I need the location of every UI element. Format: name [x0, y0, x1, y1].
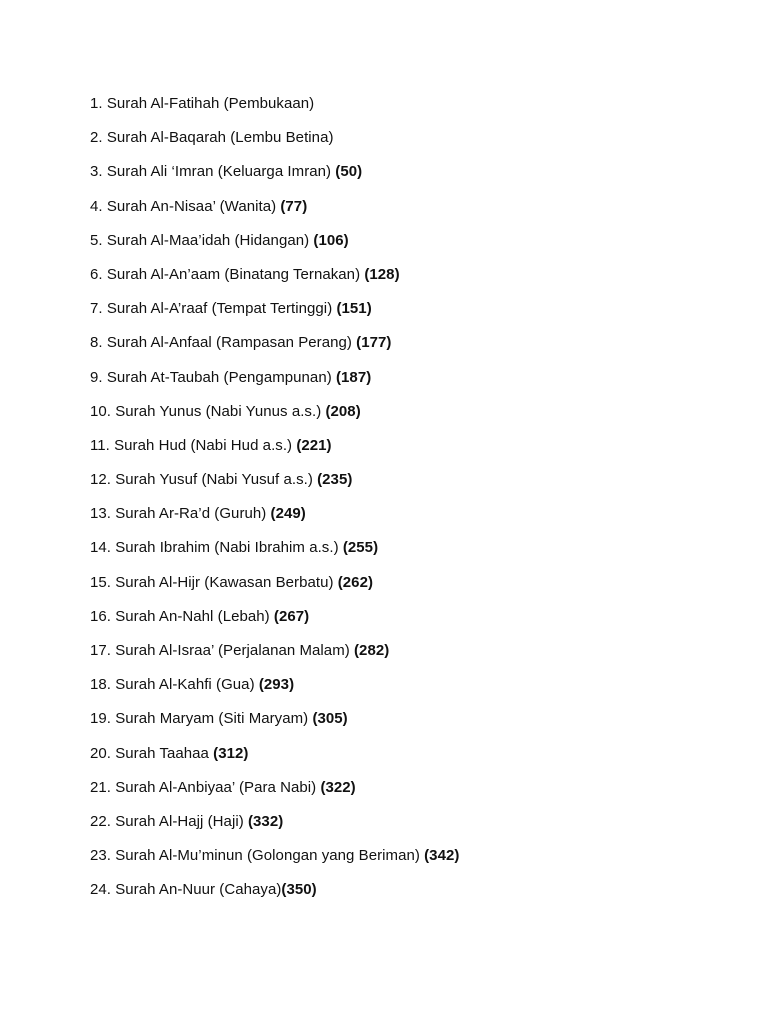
surah-page-number: (106) — [313, 231, 349, 249]
surah-name: 20. Surah Taahaa — [90, 744, 214, 762]
surah-page-number: (187) — [335, 368, 372, 386]
list-item — [90, 572, 730, 606]
surah-page-number: (50) — [335, 163, 363, 181]
surah-name: 21. Surah Al-Anbiyaa’ (Para Nabi) — [90, 778, 321, 796]
surah-name: 10. Surah Yunus (Nabi Yunus a.s.) — [90, 402, 326, 420]
surah-name: 12. Surah Yusuf (Nabi Yusuf a.s.) — [90, 471, 318, 489]
list-item — [90, 230, 730, 264]
surah-list — [90, 93, 730, 914]
list-item — [90, 811, 730, 845]
surah-name: 4. Surah An-Nisaa’ (Wanita) — [90, 197, 281, 215]
list-item — [90, 127, 730, 161]
list-item — [90, 298, 730, 332]
surah-page-number: (235) — [317, 471, 353, 489]
list-item — [90, 161, 730, 195]
surah-page-number: (208) — [325, 402, 361, 420]
surah-page-number: (177) — [356, 334, 392, 352]
surah-page-number: (77) — [280, 197, 308, 215]
list-item — [90, 606, 730, 640]
surah-name: 17. Surah Al-Israa’ (Perjalanan Malam) — [90, 642, 355, 659]
surah-page-number: (128) — [364, 265, 400, 283]
list-item — [90, 401, 730, 435]
list-item — [90, 264, 730, 298]
surah-name: 7. Surah Al-A’raaf (Tempat Tertinggi) — [90, 300, 337, 318]
surah-page-number: (267) — [273, 607, 310, 625]
surah-name: 22. Surah Al-Hajj (Haji) — [90, 812, 248, 830]
surah-page-number: (350) — [281, 881, 317, 899]
list-item — [90, 674, 730, 708]
surah-name: 8. Surah Al-Anfaal (Rampasan Perang) — [90, 334, 357, 352]
list-item — [90, 777, 730, 811]
surah-page-number: (322) — [320, 778, 356, 796]
surah-name: 24. Surah An-Nuur (Cahaya) — [90, 881, 282, 899]
surah-name: 11. Surah Hud (Nabi Hud a.s.) — [90, 436, 297, 454]
surah-name: 19. Surah Maryam (Siti Maryam) — [90, 710, 313, 728]
surah-page-number: (342) — [424, 847, 460, 865]
surah-page-number: (221) — [296, 436, 332, 454]
surah-page-number: (249) — [270, 505, 306, 523]
surah-name: 6. Surah Al-An’aam (Binatang Ternakan) — [90, 265, 365, 283]
surah-name: 16. Surah An-Nahl (Lebah) — [90, 607, 274, 625]
list-item — [90, 503, 730, 537]
surah-page-number: (151) — [336, 300, 372, 318]
list-item — [90, 537, 730, 571]
surah-name: 5. Surah Al-Maa’idah (Hidangan) — [90, 231, 314, 249]
list-item — [90, 93, 730, 127]
surah-page-number: (305) — [312, 710, 348, 728]
list-item — [90, 469, 730, 503]
list-item — [90, 879, 730, 913]
surah-page-number: (312) — [213, 744, 249, 762]
surah-page-number: (332) — [247, 812, 284, 830]
surah-page-number: (293) — [258, 676, 295, 694]
list-item — [90, 332, 730, 366]
surah-name: 15. Surah Al-Hijr (Kawasan Berbatu) — [90, 573, 338, 591]
list-item — [90, 743, 730, 777]
surah-page-number: (282) — [354, 642, 390, 659]
surah-name: 3. Surah Ali ‘Imran (Keluarga Imran) — [90, 163, 336, 181]
list-item — [90, 367, 730, 401]
list-item — [90, 640, 730, 674]
surah-name: 18. Surah Al-Kahfi (Gua) — [90, 676, 259, 694]
surah-page-number: (262) — [337, 573, 374, 591]
list-item — [90, 435, 730, 469]
surah-name: 23. Surah Al-Mu’minun (Golongan yang Beriman) — [90, 847, 425, 865]
surah-name: 9. Surah At-Taubah (Pengampunan) — [90, 368, 336, 386]
surah-name: 1. Surah Al-Fatihah (Pembukaan) — [90, 95, 315, 112]
surah-page-number: (255) — [342, 539, 379, 557]
surah-name: 14. Surah Ibrahim (Nabi Ibrahim a.s.) — [90, 539, 343, 557]
surah-name: 13. Surah Ar-Ra’d (Guruh) — [90, 505, 271, 523]
list-item — [90, 845, 730, 879]
list-item — [90, 708, 730, 742]
list-item — [90, 196, 730, 230]
surah-name: 2. Surah Al-Baqarah (Lembu Betina) — [90, 129, 334, 147]
